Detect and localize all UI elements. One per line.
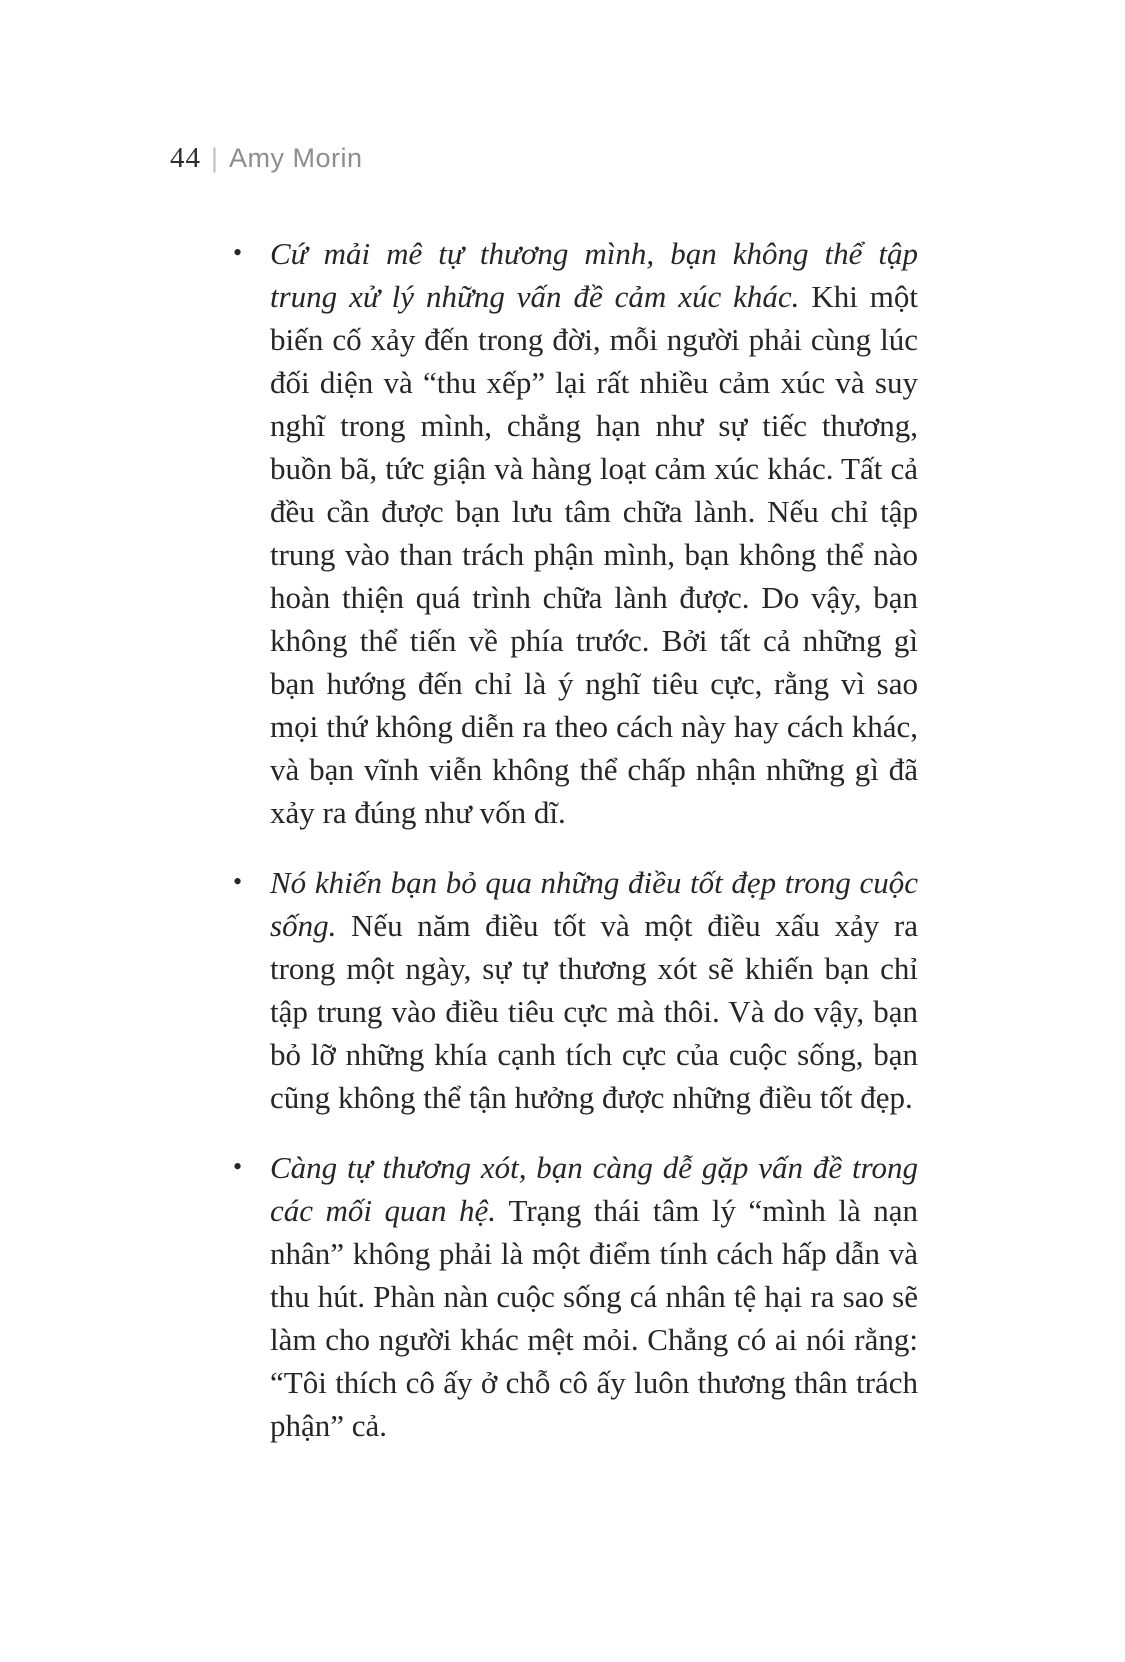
bullet-body-text: Khi một biến cố xảy đến trong đời, mỗi người phải cùng lúc đối diện và “thu xếp” lại rất nhiều cảm xúc và suy nghĩ trong mình, chẳng hạn như sự tiếc thương, buồn bã, tức giận và hàng loạt cảm xúc khác. Tất cả đều cần được bạn lưu tâm chữa lành. Nếu chỉ tập trung vào than trách phận mình, bạn không thể nào hoàn thiện quá trình chữa lành được. Do vậy, bạn không thể tiến về phía trước. Bởi tất cả những gì bạn hướng đến chỉ là ý nghĩ tiêu cực, rằng vì sao mọi thứ không diễn ra theo cách này hay cách khác, và bạn vĩnh viễn không thể chấp nhận những gì đã xảy ra đúng như vốn dĩ. <box>270 279 919 830</box>
bullet-icon: • <box>233 238 243 267</box>
bullet-list <box>233 232 919 1474</box>
bullet-body-text: Nếu năm điều tốt và một điều xấu xảy ra trong một ngày, sự tự thương xót sẽ khiến bạn chỉ tập trung vào điều tiêu cực mà thôi. Và do vậy, bạn bỏ lỡ những khía cạnh tích cực của cuộc sống, bạn cũng không thể tận hưởng được những điều tốt đẹp. <box>270 908 918 1115</box>
header-separator: | <box>211 143 219 173</box>
list-item-relationship-problems <box>233 1146 918 1447</box>
bullet-icon: • <box>233 1152 243 1181</box>
list-item-missing-good-things <box>233 861 918 1119</box>
bullet-icon: • <box>233 867 243 896</box>
bullet-lead-sentence: Nó khiến bạn bỏ qua những điều tốt đẹp trong cuộc sống. <box>270 865 918 943</box>
bullet-lead-sentence: Càng tự thương xót, bạn càng dễ gặp vấn đề trong các mối quan hệ. <box>270 1150 918 1228</box>
running-header-author: Amy Morin <box>229 143 363 173</box>
bullet-lead-sentence: Cứ mải mê tự thương mình, bạn không thể tập trung xử lý những vấn đề cảm xúc khác. <box>270 236 918 314</box>
bullet-body-text: Trạng thái tâm lý “mình là nạn nhân” không phải là một điểm tính cách hấp dẫn và thu hút. Phàn nàn cuộc sống cá nhân tệ hại ra sao sẽ làm cho người khác mệt mỏi. Chẳng có ai nói rằng: “Tôi thích cô ấy ở chỗ cô ấy luôn thương thân trách phận” cả. <box>270 1193 918 1443</box>
page-number: 44 <box>170 142 201 174</box>
running-header <box>170 142 363 175</box>
list-item-self-pity-emotions <box>233 232 919 834</box>
